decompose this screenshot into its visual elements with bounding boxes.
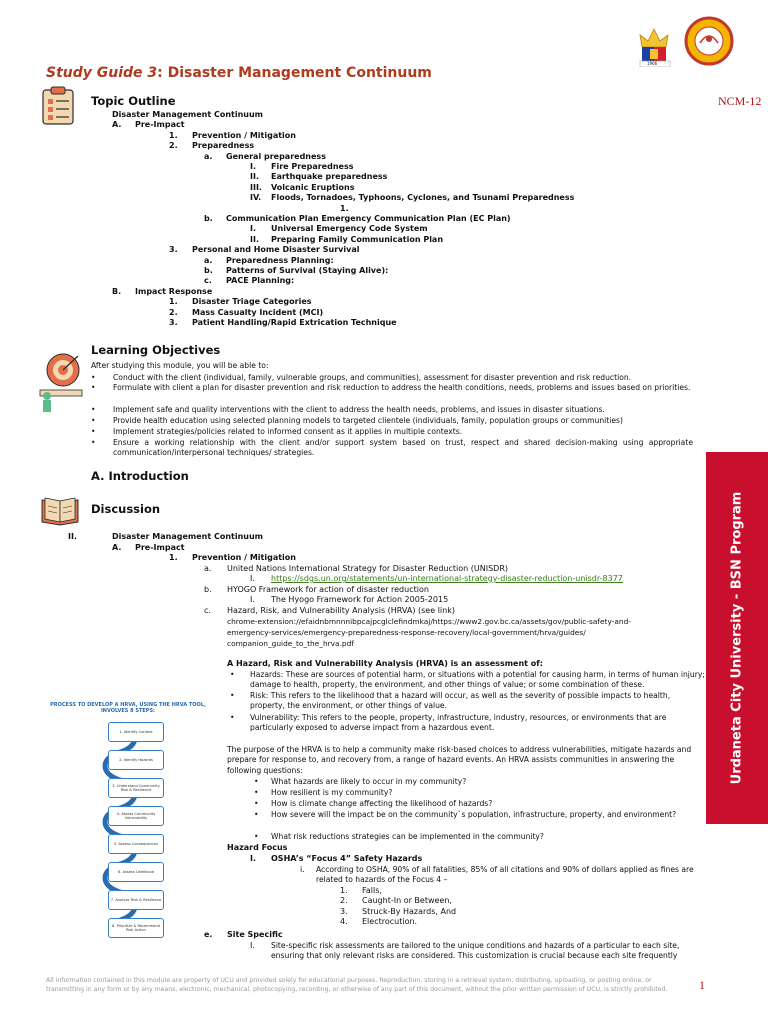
outline-item-marker: B. <box>112 286 122 296</box>
outline-item-marker: 3. <box>169 245 178 255</box>
outline-item-marker: 1. <box>169 297 178 307</box>
outline-item-marker: b. <box>204 214 213 223</box>
discussion-heading: Discussion <box>91 502 161 516</box>
focus4-item: Struck-By Hazards, And <box>362 906 457 916</box>
hrva-bullet: • <box>230 691 235 700</box>
flowchart-step: 8. Prioritize & Recommend Risk Action <box>108 918 164 938</box>
disc-c-marker: c. <box>204 606 211 615</box>
topic-outline-heading: Topic Outline <box>91 94 176 108</box>
disc-a-i-marker: I. <box>250 574 255 583</box>
sidebar-text: Urdaneta City University - BSN Program <box>729 491 745 785</box>
hrva-flowchart-title: PROCESS TO DEVELOP A HRVA, USING THE HRVA TOOL, INVOLVES 8 STEPS: <box>50 702 206 714</box>
hrva-bullet-text: Hazards: These are sources of potential harm, or situations with a potential for causing harm, in terms of human injury; damage to health, property, the environment, and other things of value; or some combination of these. <box>250 670 705 690</box>
osha-heading: OSHA’s “Focus 4” Safety Hazards <box>271 854 423 863</box>
objective-bullet: • <box>91 427 96 436</box>
outline-item-marker: 2. <box>169 141 178 151</box>
osha-i-marker: i. <box>300 865 305 874</box>
university-logos <box>636 15 738 67</box>
learning-objectives-heading: Learning Objectives <box>91 343 221 357</box>
question-bullet: • <box>254 777 259 786</box>
footer-disclaimer: All information contained in this module are property of UCU and provided solely for educational purposes. Reproduction, storing in a retrieval system, distributing, uploading, or posting online, or transmitting in any form or by any means, electronic, mechanical, photocopying, recording, or otherwise of any part of this document, without the prior written permission of UCU, is strictly prohibited. <box>46 977 668 993</box>
osha-marker: I. <box>250 854 257 863</box>
hrva-url-line-1[interactable]: chrome-extension://efaidnbmnnnibpcajpcglclefindmkaj/https://www2.gov.bc.ca/assets/gov/public-safety-and- <box>227 617 631 626</box>
outline-item-marker: A. <box>112 120 122 130</box>
outline-item-text: Communication Plan Emergency Communication Plan (EC Plan) <box>226 214 511 223</box>
focus4-item: Electrocution. <box>362 917 418 927</box>
outline-item-text: Impact Response <box>135 286 213 296</box>
question-item: How severe will the impact be on the community`s population, infrastructure, property, and environment? <box>271 810 677 819</box>
outline-item-marker: c. <box>204 276 212 286</box>
disc-marker-II: II. <box>68 532 77 541</box>
objective-item: Provide health education using selected planning models to targeted clientele (individuals, family, population groups or communities) <box>113 416 623 425</box>
outline-item-marker: 1. <box>169 130 178 140</box>
flowchart-step: 4. Assess Community Vulnerability <box>108 806 164 826</box>
site-specific-paragraph: Site-specific risk assessments are tailored to the unique conditions and hazards of a particular to each site, ensuring that only relevant risks are considered. This customization is crucial because each site frequently <box>271 941 680 961</box>
disc-e-marker: e. <box>204 930 213 939</box>
outline-item-text: Disaster Management Continuum <box>112 110 264 119</box>
focus4-item: Caught-In or Between, <box>362 896 452 906</box>
focus4-marker: 2. <box>340 896 348 906</box>
flowchart-step: 1. Identify Context <box>108 722 164 742</box>
disc-a-marker: a. <box>204 564 212 573</box>
page-title: Study Guide 3: Disaster Management Continuum <box>46 65 432 81</box>
target-presentation-icon <box>38 350 84 414</box>
outline-item-text: Fire Preparedness <box>271 162 354 171</box>
hrva-url-line-2[interactable]: emergency-services/emergency-preparedness-response-recovery/local-government/hrva/guides/ <box>227 628 586 637</box>
disc-b-i-text: The Hyogo Framework for Action 2005-2015 <box>271 595 449 604</box>
flowchart-step: 5. Assess Consequences <box>108 834 164 854</box>
question-item: How resilient is my community? <box>271 788 393 797</box>
objective-item: Implement safe and quality interventions with the client to address the health needs, problems, and issues in disaster situations. <box>113 405 605 414</box>
outline-item-text: Prevention / Mitigation <box>192 130 296 140</box>
outline-item-text: Preparedness Planning: <box>226 255 334 265</box>
outline-item-marker: 1. <box>340 203 349 213</box>
clipboard-icon <box>40 86 76 126</box>
hrva-bullet-text: Vulnerability: This refers to the people, property, infrastructure, industry, resources, or environments that are particularly exposed to adverse impact from a hazardous event. <box>250 713 667 733</box>
disc-c-text: Hazard, Risk, and Vulnerability Analysis (HRVA) (see link) <box>227 606 455 615</box>
question-bullet: • <box>254 799 259 808</box>
outline-item-marker: IV. <box>250 193 262 203</box>
introduction-heading: A. Introduction <box>91 469 189 483</box>
outline-item-text: Patterns of Survival (Staying Alive): <box>226 266 389 275</box>
question-item: What risk reductions strategies can be implemented in the community? <box>271 832 544 841</box>
question-item: What hazards are likely to occur in my community? <box>271 777 467 786</box>
outline-item-marker: III. <box>250 182 262 192</box>
outline-item-text: Personal and Home Disaster Survival <box>192 245 360 255</box>
objective-item: Implement strategies/policies related to informed consent as it applies in multiple contexts. <box>113 427 463 436</box>
outline-item-text: PACE Planning: <box>226 276 295 286</box>
objective-bullet: • <box>91 438 96 447</box>
disc-b-i-marker: I. <box>250 595 255 604</box>
flowchart-step: 2. Identify Hazards <box>108 750 164 770</box>
disc-pre-impact: Pre-Impact <box>135 543 185 552</box>
flowchart-step: 3. Understand Community Risk & Resilience <box>108 778 164 798</box>
outline-item-text: General preparedness <box>226 151 326 161</box>
outline-item-text: Mass Casualty Incident (MCI) <box>192 307 324 317</box>
course-code: NCM-12 <box>718 94 762 108</box>
outline-item-text: Preparedness <box>192 141 255 151</box>
disc-prevention: Prevention / Mitigation <box>192 553 296 562</box>
outline-item-text: Earthquake preparedness <box>271 172 388 182</box>
outline-item-text: Volcanic Eruptions <box>271 182 355 192</box>
question-bullet: • <box>254 832 259 841</box>
objective-bullet: • <box>91 405 96 414</box>
question-bullet: • <box>254 788 259 797</box>
focus4-marker: 4. <box>340 917 348 927</box>
outline-item-marker: I. <box>250 224 257 234</box>
focus4-marker: 1. <box>340 886 348 895</box>
objective-item: Ensure a working relationship with the client and/or support system based on trust, respect and shared decision-making using appropriate communication/interpersonal techniques/ strategies. <box>113 438 693 458</box>
outline-item-marker: II. <box>250 172 259 182</box>
outline-item-marker: 3. <box>169 318 178 327</box>
site-specific-heading: Site Specific <box>227 930 283 939</box>
outline-item-marker: II. <box>250 234 259 244</box>
objective-item: Formulate with client a plan for disaster prevention and risk reduction to address the health conditions, needs, problems and issues based on priorities. <box>113 383 691 392</box>
hrva-bullet-text: Risk: This refers to the likelihood that a hazard will occur, as well as the severity of possible impacts to health, property, the environment, or other things of value. <box>250 691 671 711</box>
hrva-url-line-3[interactable]: companion_guide_to_the_hrva.pdf <box>227 639 354 648</box>
osha-paragraph: According to OSHA, 90% of all fatalities, 85% of all citations and 90% of dollars applied as fines are related to hazards of the Focus 4 – <box>316 865 694 885</box>
objective-item: Conduct with the client (individual, family, vulnerable groups, and communities), assessment for disaster prevention and risk reduction. <box>113 373 632 382</box>
disc-b-marker: b. <box>204 585 212 594</box>
objective-bullet: • <box>91 416 96 425</box>
hrva-bullet: • <box>230 670 235 679</box>
disc-a-text: United Nations International Strategy for Disaster Reduction (UNISDR) <box>227 564 508 573</box>
ucu-seal-icon <box>680 15 740 67</box>
objective-bullet: • <box>91 373 96 382</box>
hazard-focus-heading: Hazard Focus <box>227 843 288 852</box>
open-book-icon <box>40 494 80 526</box>
flowchart-step: 6. Assess Likelihood <box>108 862 164 882</box>
outline-item-marker: b. <box>204 266 213 275</box>
outline-item-marker: I. <box>250 162 257 171</box>
objective-bullet: • <box>91 383 96 392</box>
outline-item-text: Patient Handling/Rapid Extrication Technique <box>192 318 397 327</box>
question-item: How is climate change affecting the likelihood of hazards? <box>271 799 493 808</box>
site-specific-marker: I. <box>250 941 255 950</box>
disc-dmc: Disaster Management Continuum <box>112 532 264 541</box>
flowchart-step: 7. Analyze Risk & Resilience <box>108 890 164 910</box>
hrva-heading: A Hazard, Risk and Vulnerability Analysis (HRVA) is an assessment of: <box>227 659 543 668</box>
outline-item-text: Universal Emergency Code System <box>271 224 428 234</box>
outline-item-marker: a. <box>204 151 213 161</box>
hrva-purpose-paragraph: The purpose of the HRVA is to help a community make risk-based choices to address vulnerabilities, mitigate hazards and prepare for response to, and recovery from, a range of hazard events. An HRVA assists communities in answering the following questions: <box>227 745 692 775</box>
outline-item-text: Preparing Family Communication Plan <box>271 234 444 244</box>
outline-item-marker: 2. <box>169 307 178 317</box>
focus4-item: Falls, <box>362 886 382 895</box>
focus4-marker: 3. <box>340 906 348 916</box>
hrva-bullet: • <box>230 713 235 722</box>
disc-marker-A: A. <box>112 543 122 552</box>
question-bullet: • <box>254 810 259 819</box>
disc-b-text: HYOGO Framework for action of disaster reduction <box>227 585 429 594</box>
outline-item-text: Floods, Tornadoes, Typhoons, Cyclones, and Tsunami Preparedness <box>271 193 575 203</box>
disc-marker-1: 1. <box>169 553 178 562</box>
objectives-intro: After studying this module, you will be able to: <box>91 361 269 370</box>
outline-item-text: Pre-Impact <box>135 120 185 130</box>
outline-item-marker: a. <box>204 255 213 265</box>
page-number: 1 <box>699 978 705 992</box>
outline-item-text: Disaster Triage Categories <box>192 297 312 307</box>
unisdr-link[interactable]: https://sdgs.un.org/statements/un-international-strategy-disaster-reduction-unisdr-8377 <box>271 574 623 583</box>
seal-year: 1966 <box>647 61 658 66</box>
